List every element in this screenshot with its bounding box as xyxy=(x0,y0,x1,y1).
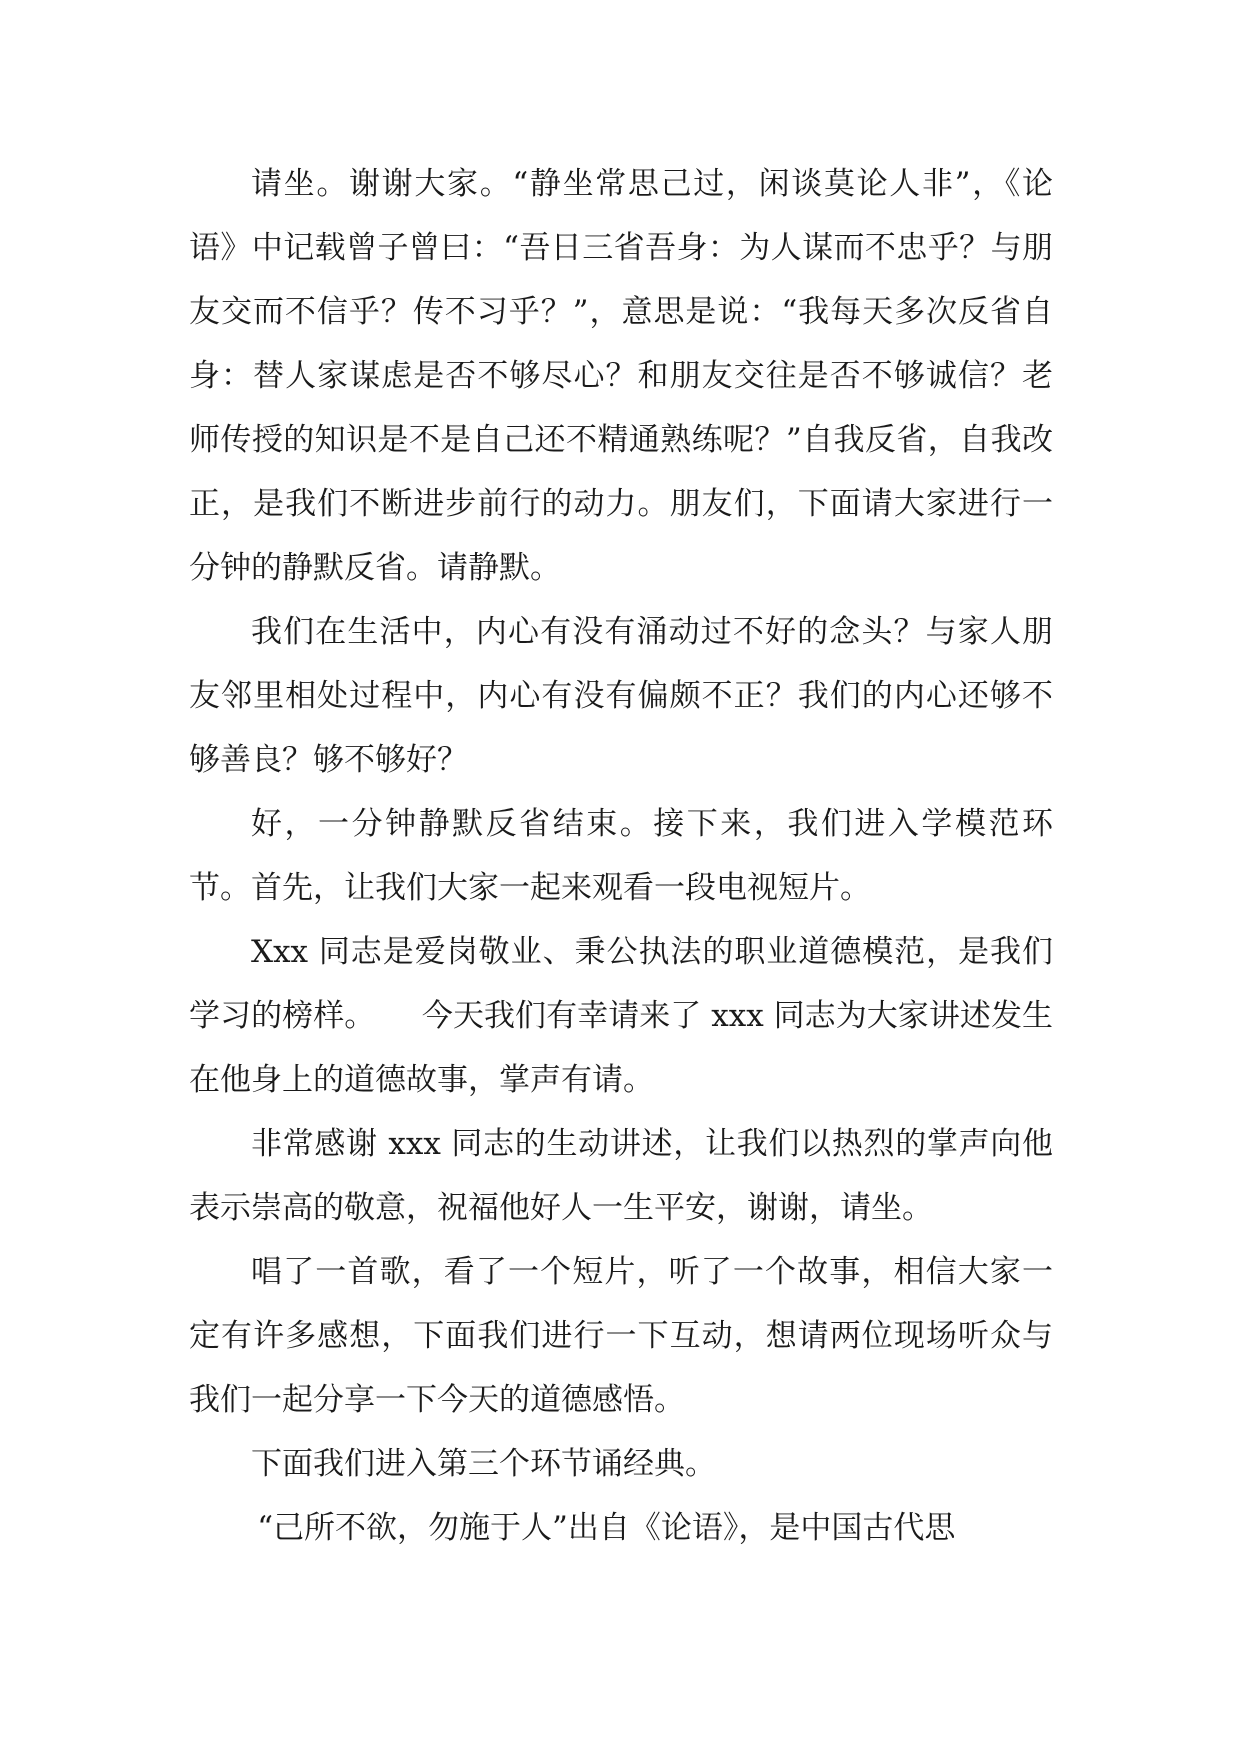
paragraph-8: “己所不欲，勿施于人”出自《论语》，是中国古代思 xyxy=(257,1510,956,1546)
paragraph-2: 我们在生活中，内心有没有涌动过不好的念头？与家人朋友邻里相处过程中，内心有没有偏颇不正？我们的内心还够不够善良？够不够好？ xyxy=(189,614,1053,778)
paragraph-3: 好，一分钟静默反省结束。接下来，我们进入学模范环节。首先，让我们大家一起来观看一段电视短片。 xyxy=(189,806,1053,906)
paragraph-4: Xxx 同志是爱岗敬业、秉公执法的职业道德模范，是我们学习的榜样。 今天我们有幸请来了 xxx 同志为大家讲述发生在他身上的道德故事，掌声有请。 xyxy=(189,934,1053,1098)
paragraph-1: 请坐。谢谢大家。“静坐常思己过，闲谈莫论人非”，《论语》中记载曾子曾曰：“吾日三省吾身：为人谋而不忠乎？与朋友交而不信乎？传不习乎？”，意思是说：“我每天多次反省自身：替人家谋虑是否不够尽心？和朋友交往是否不够诚信？老师传授的知识是不是自己还不精通熟练呢？”自我反省，自我改正，是我们不断进步前行的动力。朋友们，下面请大家进行一分钟的静默反省。请静默。 xyxy=(189,166,1053,586)
paragraph-6: 唱了一首歌，看了一个短片，听了一个故事，相信大家一定有许多感想，下面我们进行一下互动，想请两位现场听众与我们一起分享一下今天的道德感悟。 xyxy=(189,1254,1053,1418)
document-body xyxy=(189,152,1053,1560)
paragraph-5: 非常感谢 xxx 同志的生动讲述，让我们以热烈的掌声向他表示崇高的敬意，祝福他好人一生平安，谢谢，请坐。 xyxy=(189,1126,1053,1226)
paragraph-7: 下面我们进入第三个环节诵经典。 xyxy=(251,1446,716,1482)
